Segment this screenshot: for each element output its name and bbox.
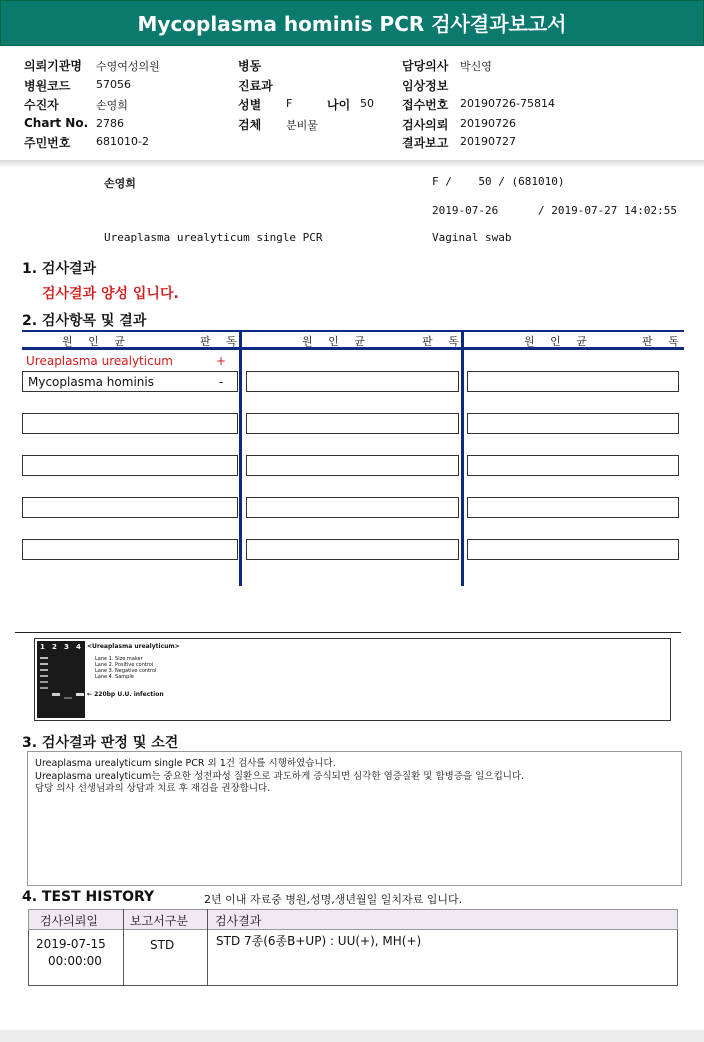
history-col-result: 검사결과 xyxy=(215,914,262,928)
opinion-text xyxy=(35,758,675,796)
request-value: 20190726 xyxy=(460,117,516,130)
result-cell xyxy=(246,539,459,560)
col1-result-header: 판 독 xyxy=(200,335,243,348)
header-divider xyxy=(0,160,704,168)
history-col-divider xyxy=(207,909,208,986)
summary-sample: Vaginal swab xyxy=(432,231,512,244)
gel-image xyxy=(37,641,85,718)
ladder-band xyxy=(40,687,48,689)
result-cell xyxy=(22,539,238,560)
table-top-rule xyxy=(22,330,684,332)
gel-caption-title: <Ureaplasma urealyticum> xyxy=(87,643,180,650)
summary-dates: 2019-07-26 / 2019-07-27 14:02:55 xyxy=(432,204,678,217)
opinion-line: Ureaplasma urealyticum single PCR 외 1건 검사를 시행하였습니다. xyxy=(35,758,336,769)
request-label: 검사의뢰 xyxy=(402,118,449,132)
age-label: 나이 xyxy=(327,98,351,112)
gel-legend-item: Lane 3. Negative control xyxy=(95,668,157,674)
sex-label: 성별 xyxy=(238,98,262,112)
column-divider-1 xyxy=(239,330,242,586)
patient-value: 손영희 xyxy=(96,99,128,112)
sample-band xyxy=(76,693,84,696)
hospital-value: 수영여성의원 xyxy=(96,60,160,73)
gel-band-label: ← 220bp U.U. infection xyxy=(87,691,164,698)
chart-no-value: 2786 xyxy=(96,117,124,130)
row2-pathogen: Mycoplasma hominis xyxy=(28,375,154,389)
gel-lane-2-label: 2 xyxy=(52,643,57,651)
code-value: 57056 xyxy=(96,78,131,91)
ward-label: 병동 xyxy=(238,59,262,73)
result-cell xyxy=(467,413,679,434)
history-col-type: 보고서구분 xyxy=(130,914,188,928)
result-cell xyxy=(246,455,459,476)
id-value: 681010-2 xyxy=(96,135,149,148)
section1-title: 1. 검사결과 xyxy=(22,261,97,277)
negative-control-band xyxy=(64,697,72,699)
history-time: 00:00:00 xyxy=(48,954,102,968)
summary-test: Ureaplasma urealyticum single PCR xyxy=(104,231,323,244)
gel-lane-1-label: 1 xyxy=(40,643,45,651)
clinical-label: 임상정보 xyxy=(402,79,449,93)
history-date: 2019-07-15 xyxy=(36,937,106,951)
result-cell xyxy=(467,497,679,518)
result-cell xyxy=(246,497,459,518)
col3-result-header: 판 독 xyxy=(642,335,685,348)
gel-legend xyxy=(95,656,156,680)
report-label: 결과보고 xyxy=(402,136,449,150)
col2-pathogen-header: 원 인 균 xyxy=(302,335,371,348)
code-label: 병원코드 xyxy=(24,79,71,93)
gel-lane-4-label: 4 xyxy=(76,643,81,651)
ladder-band xyxy=(40,681,48,683)
patient-label: 수진자 xyxy=(24,98,59,112)
page-bottom-bar xyxy=(0,1030,704,1042)
gel-legend-item: Lane 1. Size maker xyxy=(95,656,143,662)
section2-title: 2. 검사항목 및 결과 xyxy=(22,313,147,329)
id-label: 주민번호 xyxy=(24,136,71,150)
ladder-band xyxy=(40,657,48,659)
result-statement: 검사결과 양성 입니다. xyxy=(42,286,179,302)
result-cell xyxy=(467,371,679,392)
history-header-row xyxy=(28,909,678,930)
opinion-line: 담당 의사 선생님과의 상담과 치료 후 재검을 권장합니다. xyxy=(35,783,271,794)
dept-label: 진료과 xyxy=(238,79,273,93)
result-cell xyxy=(22,497,238,518)
result-cell xyxy=(467,539,679,560)
gel-legend-item: Lane 4. Sample xyxy=(95,674,134,680)
row2-result: - xyxy=(219,375,224,389)
opinion-line: Ureaplasma urealyticum는 중요한 성전파성 질환으로 과도하게 증식되면 심각한 염증질환 및 합병증을 일으킵니다. xyxy=(35,770,525,782)
positive-control-band xyxy=(52,693,60,696)
col3-pathogen-header: 원 인 균 xyxy=(524,335,593,348)
result-cell xyxy=(22,455,238,476)
row1-pathogen: Ureaplasma urealyticum xyxy=(26,354,173,368)
history-note: 2년 이내 자료중 병원,성명,생년월일 일치자료 입니다. xyxy=(204,893,463,906)
gel-lane-3-label: 3 xyxy=(64,643,69,651)
history-col-divider xyxy=(123,909,124,986)
ladder-band xyxy=(40,663,48,665)
result-cell xyxy=(246,371,459,392)
history-col-date: 검사의뢰일 xyxy=(40,914,98,928)
specimen-value: 분비물 xyxy=(286,119,318,132)
gel-legend-item: Lane 2. Positive control xyxy=(95,662,154,668)
report-value: 20190727 xyxy=(460,135,516,148)
age-value: 50 xyxy=(360,97,374,110)
summary-sex-age: F / 50 / (681010) xyxy=(432,175,565,188)
result-cell xyxy=(467,455,679,476)
chart-no-label: Chart No. xyxy=(24,116,89,130)
receipt-value: 20190726-75814 xyxy=(460,97,555,110)
specimen-label: 검체 xyxy=(238,118,262,132)
ladder-band xyxy=(40,669,48,671)
column-divider-2 xyxy=(461,330,464,586)
report-title-bar xyxy=(0,0,704,46)
result-cell xyxy=(22,413,238,434)
doctor-label: 담당의사 xyxy=(402,59,449,73)
section-divider xyxy=(15,632,681,633)
history-type: STD xyxy=(150,938,175,952)
hospital-label: 의뢰기관명 xyxy=(24,59,82,73)
sex-value: F xyxy=(286,97,293,110)
row1-result: + xyxy=(216,354,227,368)
ladder-band xyxy=(40,675,48,677)
section3-title: 3. 검사결과 판정 및 소견 xyxy=(22,735,179,751)
result-cell xyxy=(246,413,459,434)
receipt-label: 접수번호 xyxy=(402,98,449,112)
report-title: Mycoplasma hominis PCR 검사결과보고서 xyxy=(137,12,567,36)
history-result: STD 7종(6종B+UP) : UU(+), MH(+) xyxy=(216,934,422,948)
doctor-value: 박신영 xyxy=(460,60,492,73)
section4-title: 4. TEST HISTORY xyxy=(22,889,155,905)
col2-result-header: 판 독 xyxy=(422,335,465,348)
summary-name: 손영희 xyxy=(104,177,136,190)
col1-pathogen-header: 원 인 균 xyxy=(62,335,131,348)
